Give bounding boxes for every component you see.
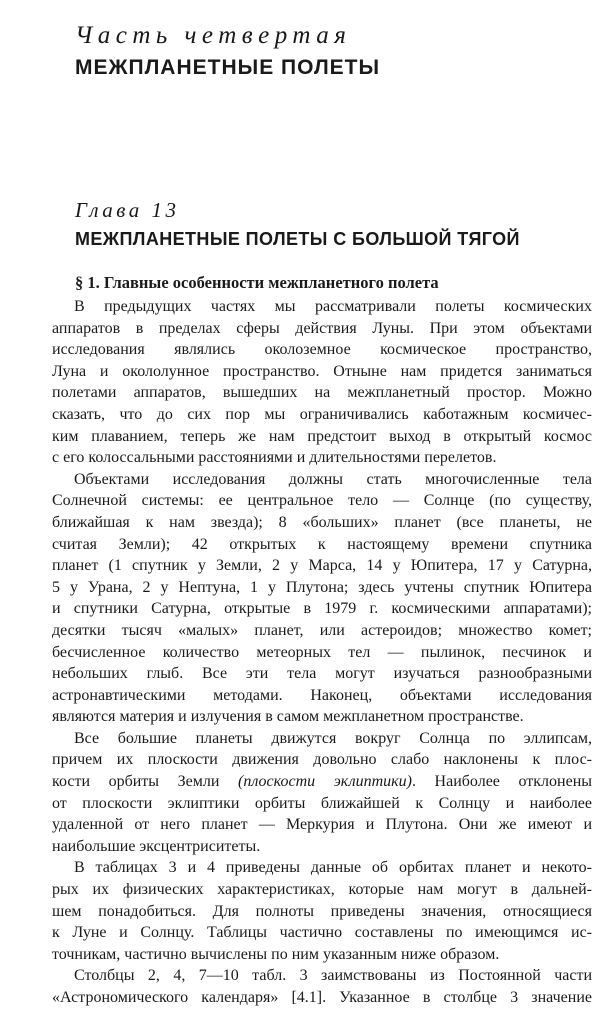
text-line xyxy=(52,469,592,491)
text-segment: В таблицах 3 и 4 приведены данные об орбитах планет и некото- xyxy=(74,859,592,877)
text-line xyxy=(52,814,592,836)
text-segment: от плоскости эклиптики орбиты ближайшей к Солнцу и наиболее xyxy=(52,794,592,812)
text-line xyxy=(52,555,592,577)
text-line xyxy=(52,382,592,404)
text-segment: исследования являлись околоземное космическое пространство, xyxy=(52,341,592,359)
text-line xyxy=(52,793,592,815)
text-line xyxy=(52,922,592,944)
text-segment: ким плаванием, теперь же нам предстоит выход в открытый космос xyxy=(52,427,592,445)
text-line xyxy=(52,598,592,620)
text-segment: ближайшая к нам звезда); 8 «больших» планет (все планеты, не xyxy=(52,513,592,531)
text-segment: Луна и окололунное пространство. Отныне нам придется заниматься xyxy=(52,362,592,380)
text-line xyxy=(52,577,592,599)
text-segment: наибольшие эксцентриситеты. xyxy=(52,837,261,855)
text-line xyxy=(52,944,592,966)
text-segment: десятки тысяч «малых» планет, или астероидов; множество комет; xyxy=(52,621,592,639)
text-segment: и спутники Сатурна, открытые в 1979 г. космическими аппаратами); xyxy=(52,600,592,618)
text-line xyxy=(52,685,592,707)
chapter-label: Глава 13 xyxy=(75,198,180,222)
text-line xyxy=(52,879,592,901)
text-line xyxy=(52,620,592,642)
text-segment: кости орбиты Земли xyxy=(52,773,239,791)
text-line xyxy=(52,318,592,340)
text-line xyxy=(52,447,592,469)
text-segment: Столбцы 2, 4, 7—10 табл. 3 заимствованы из Постоянной части xyxy=(74,967,592,985)
text-segment: . Наиболее отклонены xyxy=(411,773,593,791)
text-segment: рых их физических характеристиках, которые нам могут в дальней- xyxy=(52,881,592,899)
text-line xyxy=(52,512,592,534)
text-line xyxy=(52,706,592,728)
text-segment: небольших глыб. Все эти тела могут изучаться разнообразными xyxy=(52,665,592,683)
text-segment: точникам, частично вычислены по ним указанным ниже образом. xyxy=(52,945,500,963)
text-segment: удаленной от него планет — Меркурия и Плутона. Они же имеют и xyxy=(52,816,592,834)
text-line xyxy=(52,965,592,987)
text-segment: Солнечной системы: ее центральное тело — Солнце (по существу, xyxy=(52,492,592,510)
text-segment: полетами аппаратов, вышедших на межпланетный простор. Можно xyxy=(52,384,592,402)
text-segment: считая Земли); 42 открытых к настоящему времени спутника xyxy=(52,535,592,553)
text-segment: причем их плоскости движения довольно слабо наклонены к плос- xyxy=(52,751,592,769)
section-title: § 1. Главные особенности межпланетного полета xyxy=(75,273,439,292)
text-segment: Все большие планеты движутся вокруг Солнца по эллипсам, xyxy=(74,729,592,747)
text-segment: аппаратов в пределах сферы действия Луны. При этом объектами xyxy=(52,319,592,337)
text-segment: бесчисленное количество метеорных тел — пылинок, песчинок и xyxy=(52,643,592,661)
text-segment: с его колоссальными расстояниями и длительностями перелетов. xyxy=(52,449,497,467)
text-segment: к Луне и Солнцу. Таблицы частично составлены по имеющимся ис- xyxy=(52,924,592,942)
part-title: МЕЖПЛАНЕТНЫЕ ПОЛЕТЫ xyxy=(75,56,381,79)
italic-term: (плоскости эклиптики) xyxy=(238,773,412,791)
text-line xyxy=(52,490,592,512)
text-line xyxy=(52,728,592,750)
text-line xyxy=(52,857,592,879)
text-line xyxy=(52,642,592,664)
text-segment: 5 у Урана, 2 у Нептуна, 1 у Плутона; здесь учтены спутник Юпитера xyxy=(52,578,592,596)
text-segment: Объектами исследования должны стать многочисленные тела xyxy=(74,470,592,488)
text-segment: шем понадобиться. Для полноты приведены значения, относящиеся xyxy=(52,902,592,920)
text-line xyxy=(52,901,592,923)
text-line xyxy=(52,404,592,426)
text-line xyxy=(52,987,592,1009)
text-line xyxy=(52,296,592,318)
text-segment: астронавтическими методами. Наконец, объектами исследования xyxy=(52,686,592,704)
chapter-title: МЕЖПЛАНЕТНЫЕ ПОЛЕТЫ С БОЛЬШОЙ ТЯГОЙ xyxy=(75,229,520,249)
text-line xyxy=(52,771,592,793)
body-text xyxy=(52,296,592,1009)
text-segment: В предыдущих частях мы рассматривали полеты космических xyxy=(74,298,592,315)
text-segment: являются материя и излучения в самом межпланетном пространстве. xyxy=(52,708,524,726)
text-segment: «Астрономического календаря» [4.1]. Указанное в столбце 3 значение xyxy=(52,989,592,1006)
text-line xyxy=(52,339,592,361)
text-segment: сказать, что до сих пор мы ограничивались каботажным космичес- xyxy=(52,405,592,423)
part-label: Часть четвертая xyxy=(75,22,352,49)
text-line xyxy=(52,361,592,383)
text-line xyxy=(52,663,592,685)
text-line xyxy=(52,534,592,556)
text-segment: планет (1 спутник у Земли, 2 у Марса, 14 у Юпитера, 17 у Сатурна, xyxy=(52,557,592,575)
text-line xyxy=(52,749,592,771)
text-line xyxy=(52,836,592,858)
text-line xyxy=(52,426,592,448)
